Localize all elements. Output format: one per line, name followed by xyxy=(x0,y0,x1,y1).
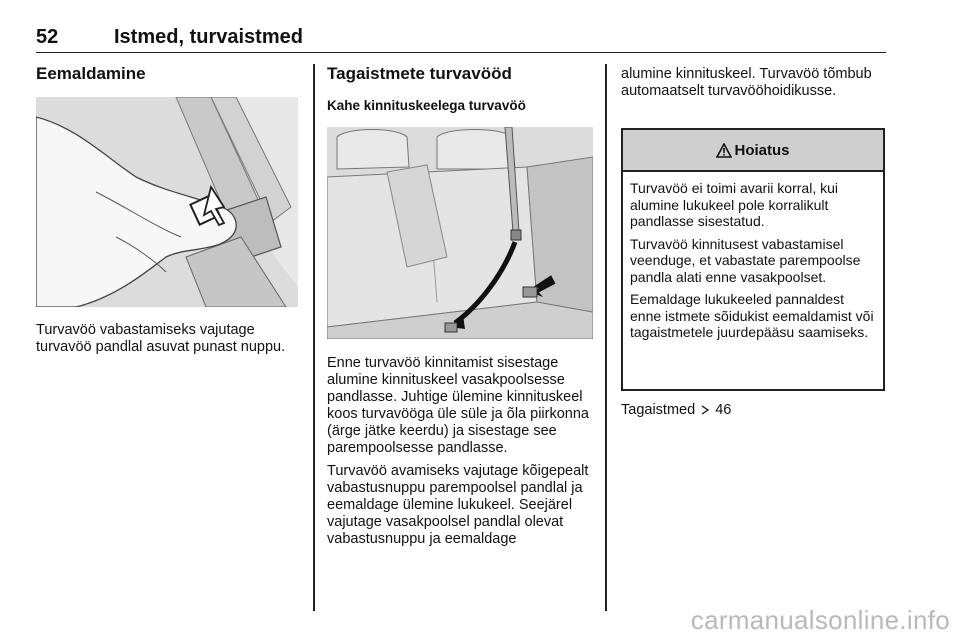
page-reference-arrow-icon xyxy=(700,405,710,415)
warning-triangle-icon xyxy=(716,143,732,158)
cross-reference xyxy=(621,402,885,419)
page-header xyxy=(36,26,886,53)
rear-seat-belt-illustration xyxy=(327,127,593,339)
site-watermark: carmanualsonline.info xyxy=(690,605,950,635)
fastening-instruction: Enne turvavöö kinnitamist sisestage alumine kinnituskeel vasakpoolsesse pandlasse. Juhtige ülemine kinnituskeel koos turvavööga üle süle ja õla piirkonna (ärge jätke keerdu) ja sisestage see parempoolsesse pandlasse. xyxy=(327,355,589,456)
middle-column-text xyxy=(327,355,595,548)
retraction-text: alumine kinnituskeel. Turvavöö tõmbub automaatselt turvavööhoidikusse. xyxy=(621,66,872,99)
rear-seat-image xyxy=(327,127,593,339)
column-divider-right xyxy=(605,64,607,611)
warning-body xyxy=(623,172,883,341)
subheading-two-tongue-belt: Kahe kinnituskeelega turvavöö xyxy=(327,98,526,113)
section-heading-removal: Eemaldamine xyxy=(36,64,146,83)
reference-page-link[interactable]: 46 xyxy=(715,402,732,418)
buckle-release-illustration xyxy=(36,97,298,307)
reference-label: Tagaistmed xyxy=(621,402,696,418)
warning-title: Hoiatus xyxy=(734,141,790,159)
left-column xyxy=(36,64,301,84)
warning-paragraph: Turvavöö kinnitusest vabastamisel veenduge, et vabastate parempoolse pandla alati enne vasakpoolset. xyxy=(630,235,861,285)
warning-paragraph: Eemaldage lukukeeled pannaldest enne istmete sõidukist eemaldamist või tagaistmetele juurdepääsu saamiseks. xyxy=(630,291,874,340)
right-column-text xyxy=(621,66,885,100)
warning-header xyxy=(623,130,883,172)
page-number: 52 xyxy=(36,26,59,48)
chapter-title: Istmed, turvaistmed xyxy=(114,26,303,48)
warning-paragraph: Turvavöö ei toimi avarii korral, kui alumine lukukeel pole korralikult pandlasse sisestatud. xyxy=(630,180,838,229)
middle-column xyxy=(327,64,595,115)
left-column-text xyxy=(36,322,301,356)
hand-pressing-buckle-image xyxy=(36,97,298,307)
warning-box xyxy=(621,128,885,391)
section-heading-rear-belts: Tagaistmete turvavööd xyxy=(327,64,512,83)
removal-instruction: Turvavöö vabastamiseks vajutage turvavöö pandlal asuvat punast nuppu. xyxy=(36,322,286,355)
unfastening-instruction: Turvavöö avamiseks vajutage kõigepealt vabastusnuppu parempoolsel pandlal ja eemaldage ülemine lukukeel. Seejärel vajutage vasakpoolsel pandlal olevat vabastusnuppu ja eemaldage xyxy=(327,463,589,547)
column-divider-left xyxy=(313,64,315,611)
